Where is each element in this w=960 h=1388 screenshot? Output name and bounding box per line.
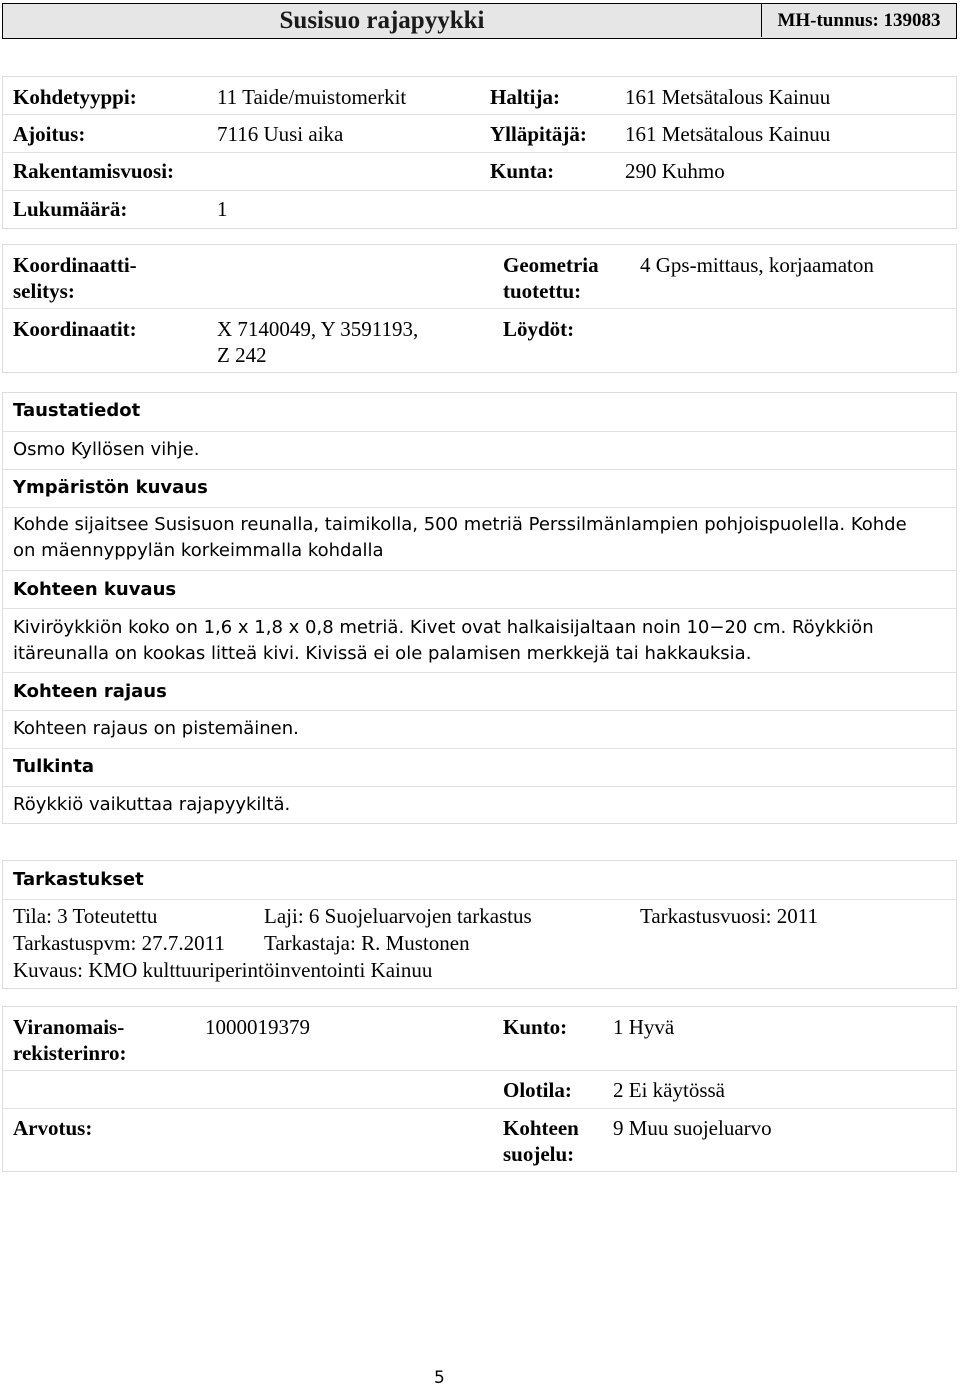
document-header: [2, 3, 957, 39]
olotila-label: Olotila:: [503, 1078, 572, 1102]
taustatiedot-heading: Taustatiedot: [13, 400, 141, 421]
geometria-label: Geometria tuotettu:: [503, 253, 599, 303]
haltija-label: Haltija:: [490, 85, 560, 109]
tarkastuspvm-text: Tarkastuspvm: 27.7.2011: [13, 931, 225, 955]
taustatiedot-text: Osmo Kyllösen vihje.: [13, 439, 200, 460]
rajaus-text: Kohteen rajaus on pistemäinen.: [13, 718, 299, 739]
tarkastaja-text: Tarkastaja: R. Mustonen: [264, 931, 470, 955]
kohdetyyppi-value: 11 Taide/muistomerkit: [217, 85, 407, 109]
tarkastusvuosi-text: Tarkastusvuosi: 2011: [640, 904, 818, 928]
koordinaattiselitys-label: Koordinaatti- selitys:: [13, 253, 137, 303]
kunto-value: 1 Hyvä: [613, 1015, 675, 1039]
tulkinta-text: Röykkiö vaikuttaa rajapyykiltä.: [13, 794, 291, 815]
registry-box: [2, 1006, 957, 1172]
tila-text: Tila: 3 Toteutettu: [13, 904, 158, 928]
kunto-label: Kunto:: [503, 1015, 568, 1039]
koordinaatit-label: Koordinaatit:: [13, 317, 137, 341]
lukumaara-label: Lukumäärä:: [13, 197, 128, 221]
tarkastukset-heading: Tarkastukset: [13, 869, 144, 890]
page-number: 5: [434, 1368, 445, 1388]
kohteen-kuvaus-heading: Kohteen kuvaus: [13, 579, 177, 600]
geometria-value: 4 Gps-mittaus, korjaamaton: [640, 253, 874, 277]
site-id: MH-tunnus: 139083: [777, 9, 941, 31]
rakentamisvuosi-label: Rakentamisvuosi:: [13, 159, 175, 183]
yllapitaja-value: 161 Metsätalous Kainuu: [625, 122, 831, 146]
kuvaus-text: Kuvaus: KMO kulttuuriperintöinventointi Kainuu: [13, 958, 433, 982]
yllapitaja-label: Ylläpitäjä:: [490, 122, 587, 146]
ymparisto-heading: Ympäristön kuvaus: [13, 477, 208, 498]
olotila-value: 2 Ei käytössä: [613, 1078, 725, 1102]
tulkinta-heading: Tulkinta: [13, 756, 94, 777]
kunta-label: Kunta:: [490, 159, 555, 183]
laji-text: Laji: 6 Suojeluarvojen tarkastus: [264, 904, 532, 928]
loydot-label: Löydöt:: [503, 317, 575, 341]
kohteen-suojelu-label: Kohteen suojelu:: [503, 1116, 579, 1166]
koordinaatit-value: X 7140049, Y 3591193, Z 242: [217, 317, 419, 367]
lukumaara-value: 1: [217, 197, 228, 221]
kunta-value: 290 Kuhmo: [625, 159, 725, 183]
kohdetyyppi-label: Kohdetyyppi:: [13, 85, 137, 109]
ajoitus-value: 7116 Uusi aika: [217, 122, 344, 146]
ajoitus-label: Ajoitus:: [13, 122, 86, 146]
kohteen-kuvaus-text: Kiviröykkiön koko on 1,6 x 1,8 x 0,8 metriä. Kivet ovat halkaisijaltaan noin 10−20 cm. Röykkiön itäreunalla on kookas litteä kivi. Kivissä ei ole palamisen merkkejä tai hakkauksia.: [13, 617, 874, 664]
haltija-value: 161 Metsätalous Kainuu: [625, 85, 831, 109]
ymparisto-text: Kohde sijaitsee Susisuon reunalla, taimikolla, 500 metriä Perssilmänlampien pohjoispuolella. Kohde on mäennyppylän korkeimmalla kohdalla: [13, 514, 907, 561]
viranomaisrekisterinro-label: Viranomais- rekisterinro:: [13, 1015, 127, 1065]
viranomaisrekisterinro-value: 1000019379: [205, 1015, 310, 1039]
site-title: Susisuo rajapyykki: [3, 4, 762, 37]
kohteen-suojelu-value: 9 Muu suojeluarvo: [613, 1116, 772, 1140]
arvotus-label: Arvotus:: [13, 1116, 93, 1140]
rajaus-heading: Kohteen rajaus: [13, 681, 167, 702]
